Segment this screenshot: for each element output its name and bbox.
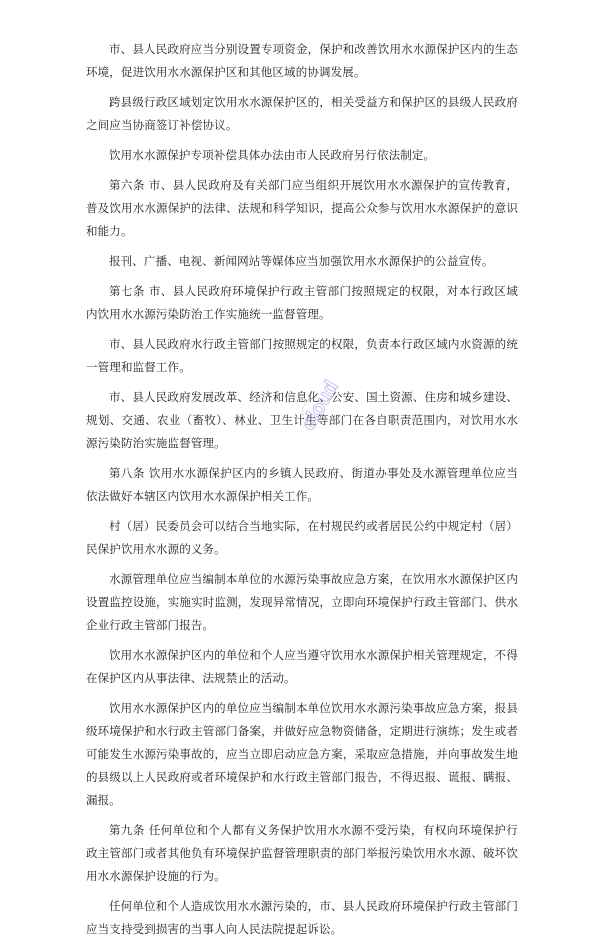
paragraph: 市、县人民政府发展改革、经济和信息化、公安、国土资源、住房和城乡建设、规划、交通、农业（畜牧）、林业、卫生计生等部门在各自职责范围内，对饮用水水源污染防治实施监督管理。 — [86, 390, 518, 450]
paragraph: 村（居）民委员会可以结合当地实际，在村规民约或者居民公约中规定村（居）民保护饮用水水源的义务。 — [86, 519, 518, 556]
paragraph: 饮用水水源保护区内的单位应当编制本单位饮用水水源污染事故应急方案，报县级环境保护和水行政主管部门备案，并做好应急物资储备，定期进行演练；发生或者可能发生水源污染事故的，应当立即启动应急方案，采取应急措施，并向事故发生地的县级以上人民政府或者环境保护和水行政主管部门报告，不得迟报、谎报、瞒报、漏报。 — [86, 701, 518, 807]
watermark-text: cloud — [297, 376, 343, 435]
paragraph: 水源管理单位应当编制本单位的水源污染事故应急方案，在饮用水水源保护区内设置监控设施，实施实时监测，发现异常情况，立即向环境保护行政主管部门、供水企业行政主管部门报告。 — [86, 572, 518, 632]
article-7-paragraph: 第七条 市、县人民政府环境保护行政主管部门按照规定的权限，对本行政区域内饮用水水源污染防治工作实施统一监督管理。 — [86, 284, 518, 321]
paragraph: 任何单位和个人造成饮用水水源污染的，市、县人民政府环境保护行政主管部门应当支持受到损害的当事人向人民法院提起诉讼。 — [86, 899, 518, 936]
article-9-paragraph: 第九条 任何单位和个人都有义务保护饮用水水源不受污染，有权向环境保护行政主管部门或者其他负有环境保护监督管理职责的部门举报污染饮用水水源、破坏饮用水水源保护设施的行为。 — [86, 823, 518, 883]
paragraph: 市、县人民政府应当分别设置专项资金，保护和改善饮用水水源保护区内的生态环境，促进饮用水水源保护区和其他区域的协调发展。 — [86, 42, 518, 79]
paragraph: 市、县人民政府水行政主管部门按照规定的权限，负责本行政区域内水资源的统一管理和监督工作。 — [86, 337, 518, 374]
paragraph: 饮用水水源保护区内的单位和个人应当遵守饮用水水源保护相关管理规定，不得在保护区内从事法律、法规禁止的活动。 — [86, 648, 518, 685]
paragraph: 饮用水水源保护专项补偿具体办法由市人民政府另行依法制定。 — [109, 148, 436, 162]
paragraph: 跨县级行政区域划定饮用水水源保护区的，相关受益方和保护区的县级人民政府之间应当协商签订补偿协议。 — [86, 95, 518, 132]
article-8-paragraph: 第八条 饮用水水源保护区内的乡镇人民政府、街道办事处及水源管理单位应当依法做好本辖区内饮用水水源保护相关工作。 — [86, 466, 518, 503]
paragraph: 报刊、广播、电视、新闻网站等媒体应当加强饮用水水源保护的公益宣传。 — [109, 254, 494, 268]
article-6-paragraph: 第六条 市、县人民政府及有关部门应当组织开展饮用水水源保护的宣传教育，普及饮用水水源保护的法律、法规和科学知识，提高公众参与饮用水水源保护的意识和能力。 — [86, 178, 518, 238]
document-body — [86, 38, 518, 948]
